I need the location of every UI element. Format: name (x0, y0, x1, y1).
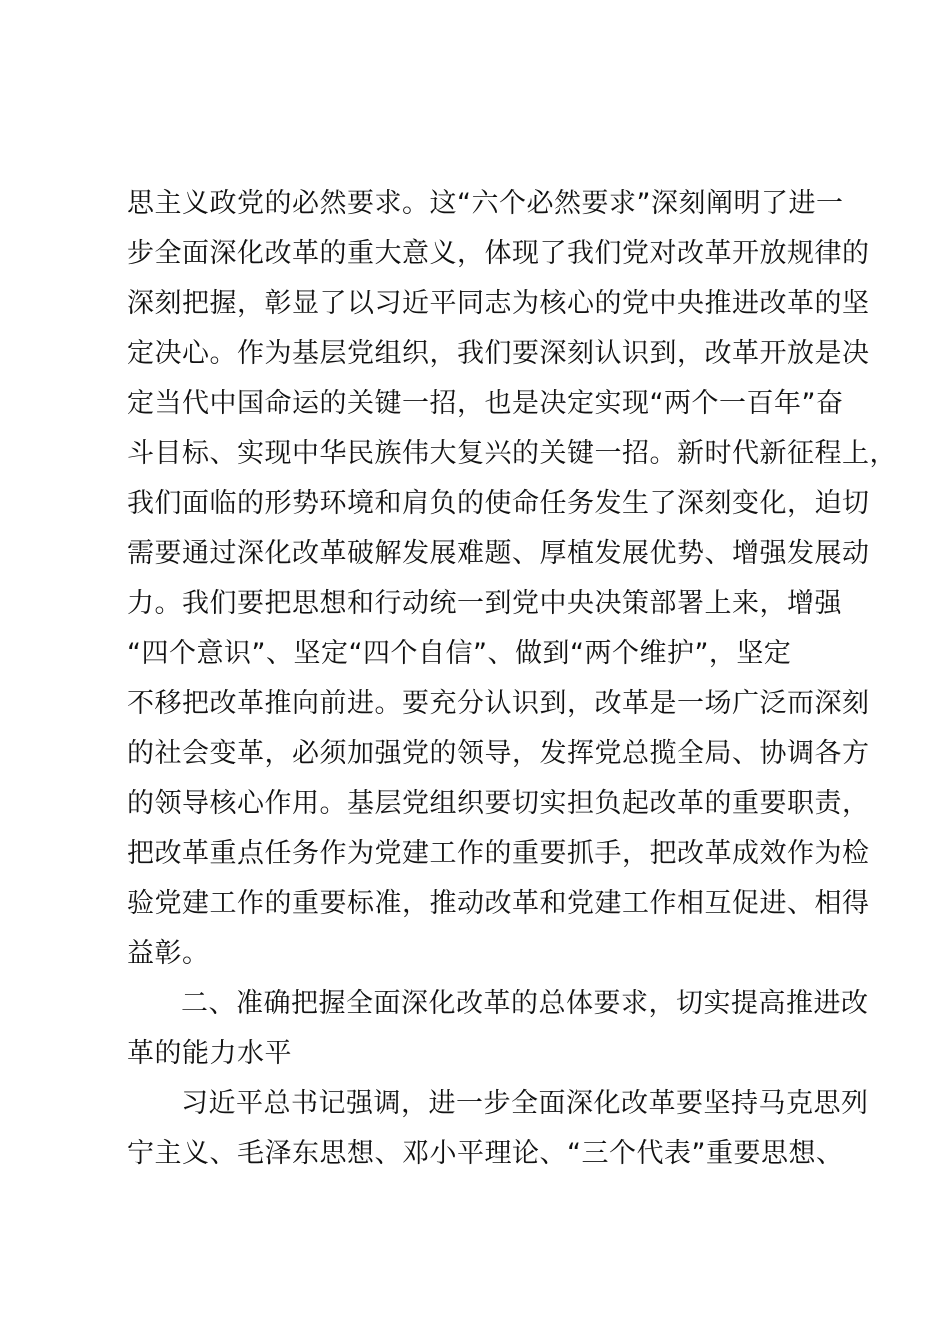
text-line: 益彰。 (127, 938, 210, 969)
text-line: 验党建工作的重要标准，推动改革和党建工作相互促进、相得 (127, 888, 870, 919)
text-line: 思主义政党的必然要求。这“六个必然要求”深刻阐明了进一 (127, 188, 844, 219)
text-line: 定当代中国命运的关键一招，也是决定实现“两个一百年”奋 (127, 388, 844, 419)
text-line: 力。我们要把思想和行动统一到党中央决策部署上来，增强 (127, 588, 842, 619)
text-line: 步全面深化改革的重大意义，体现了我们党对改革开放规律的 (127, 238, 870, 269)
text-line: 斗目标、实现中华民族伟大复兴的关键一招。新时代新征程上， (127, 438, 897, 469)
text-line: 定决心。作为基层党组织，我们要深刻认识到，改革开放是决 (127, 338, 870, 369)
text-line: “四个意识”、坚定“四个自信”、做到“两个维护”，坚定 (127, 638, 792, 669)
paragraph-first-line: 习近平总书记强调，进一步全面深化改革要坚持马克思列 (181, 1088, 869, 1119)
section-heading-continued: 革的能力水平 (127, 1038, 292, 1069)
text-line: 不移把改革推向前进。要充分认识到，改革是一场广泛而深刻 (127, 688, 870, 719)
text-line: 我们面临的形势环境和肩负的使命任务发生了深刻变化，迫切 (127, 488, 870, 519)
text-line: 把改革重点任务作为党建工作的重要抓手，把改革成效作为检 (127, 838, 870, 869)
section-heading: 二、准确把握全面深化改革的总体要求，切实提高推进改 (181, 988, 869, 1019)
text-line: 的领导核心作用。基层党组织要切实担负起改革的重要职责， (127, 788, 870, 819)
text-line: 深刻把握，彰显了以习近平同志为核心的党中央推进改革的坚 (127, 288, 870, 319)
text-line: 的社会变革，必须加强党的领导，发挥党总揽全局、协调各方 (127, 738, 870, 769)
text-line: 需要通过深化改革破解发展难题、厚植发展优势、增强发展动 (127, 538, 870, 569)
text-line: 宁主义、毛泽东思想、邓小平理论、“三个代表”重要思想、 (127, 1138, 844, 1169)
